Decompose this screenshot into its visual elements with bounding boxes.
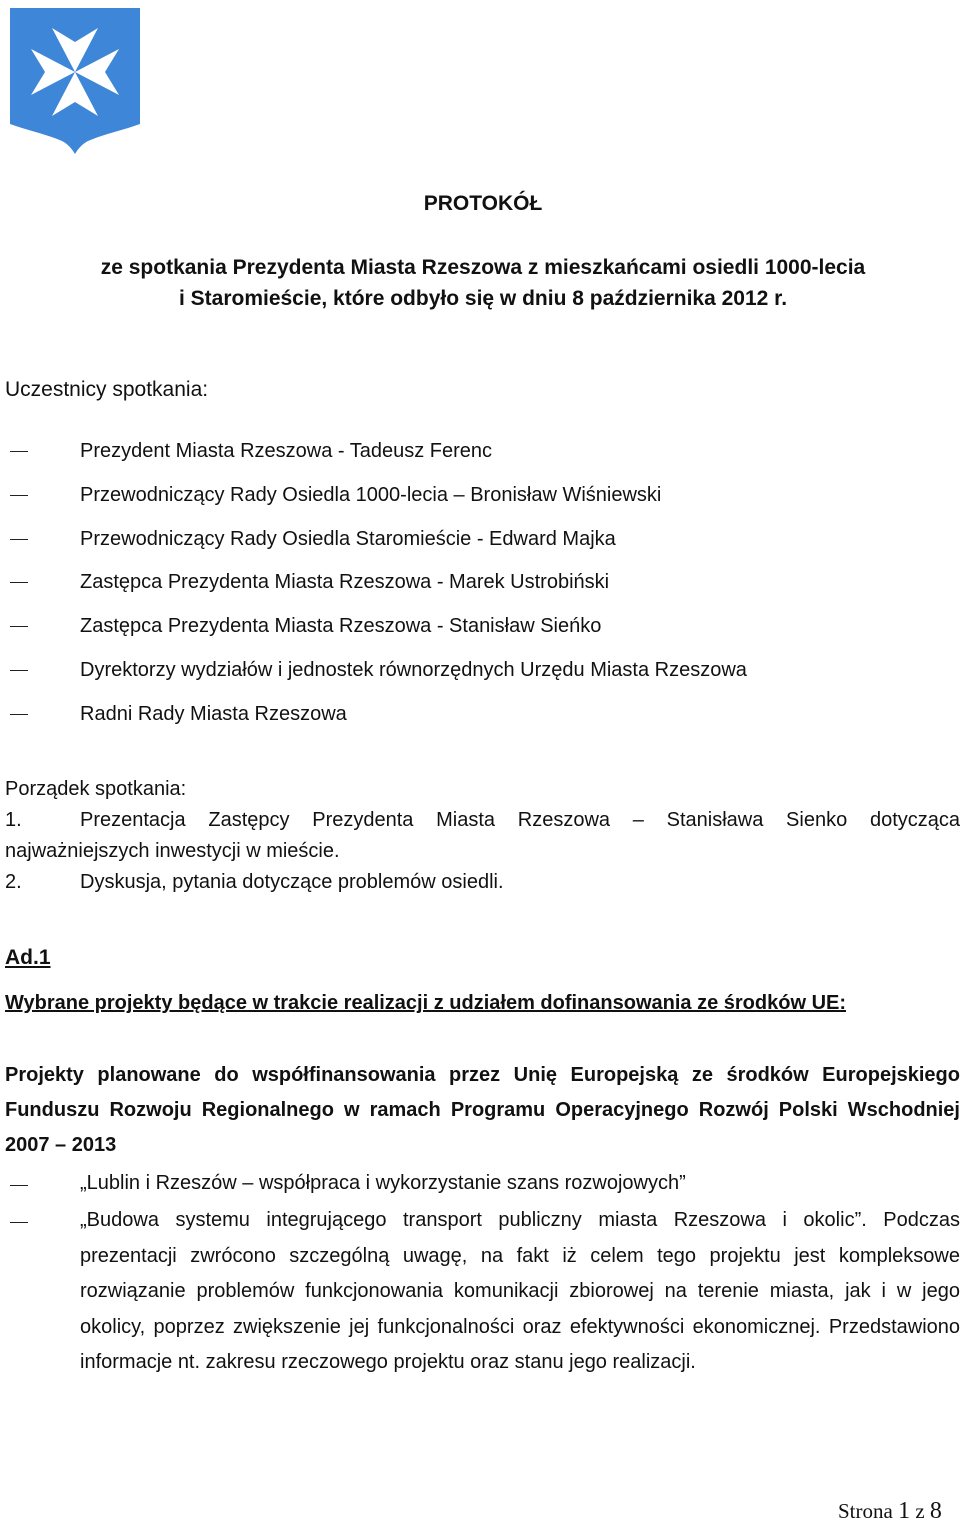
participant-name: Przewodniczący Rady Osiedla Staromieście - Edward Majka xyxy=(80,528,616,550)
ad1-label: Ad.1 xyxy=(5,946,51,969)
dash-bullet-icon xyxy=(10,670,28,671)
participant-name: Zastępca Prezydenta Miasta Rzeszowa - Marek Ustrobiński xyxy=(80,571,610,593)
page-number xyxy=(838,1498,942,1525)
agenda-item-1-line-1: Prezentacja Zastępcy Prezydenta Miasta Rzeszowa – Stanisława Sienko dotycząca xyxy=(80,809,960,831)
participant-name: Przewodniczący Rady Osiedla 1000-lecia – Bronisław Wiśniewski xyxy=(80,484,662,506)
subtitle-line-1: ze spotkania Prezydenta Miasta Rzeszowa z mieszkańcami osiedli 1000-lecia xyxy=(100,256,866,279)
dash-bullet-icon xyxy=(10,451,28,452)
agenda-item-2 xyxy=(5,867,960,898)
agenda-section xyxy=(5,774,960,898)
projects-heading: Projekty planowane do współfinansowania przez Unię Europejską ze środków Europejskiego Funduszu Rozwoju Regionalnego w ramach Programu Operacyjnego Rozwój Polski Wschodniej 2007 – 2013 xyxy=(5,1064,960,1156)
participant-name: Dyrektorzy wydziałów i jednostek równorzędnych Urzędu Miasta Rzeszowa xyxy=(80,659,747,681)
dash-bullet-icon xyxy=(10,495,28,496)
participant-name: Zastępca Prezydenta Miasta Rzeszowa - Stanisław Sieńko xyxy=(80,615,602,637)
dash-bullet-icon xyxy=(10,1185,28,1186)
subtitle-line-2: i Staromieście, które odbyło się w dniu 8 października 2012 r. xyxy=(178,287,788,310)
page-word: Strona xyxy=(838,1499,893,1523)
dash-bullet-icon xyxy=(10,1222,28,1223)
project-text: „Lublin i Rzeszów – współpraca i wykorzystanie szans rozwojowych” xyxy=(80,1172,686,1194)
document-title: PROTOKÓŁ xyxy=(423,192,543,215)
participant-name: Prezydent Miasta Rzeszowa - Tadeusz Ferenc xyxy=(80,440,493,462)
agenda-item-2-text: Dyskusja, pytania dotyczące problemów osiedli. xyxy=(80,871,504,893)
agenda-item-1-number: 1. xyxy=(5,809,22,831)
section-title: Wybrane projekty będące w trakcie realizacji z udziałem dofinansowania ze środków UE: xyxy=(5,992,847,1014)
agenda-item-1 xyxy=(5,805,960,836)
participant-name: Radni Rady Miasta Rzeszowa xyxy=(80,703,347,725)
dash-bullet-icon xyxy=(10,539,28,540)
agenda-item-1-line-2: najważniejszych inwestycji w mieście. xyxy=(5,840,340,862)
agenda-label: Porządek spotkania: xyxy=(5,778,187,800)
dash-bullet-icon xyxy=(10,626,28,627)
crest-svg xyxy=(8,6,142,156)
coat-of-arms-icon xyxy=(8,6,142,156)
participants-label: Uczestnicy spotkania: xyxy=(5,378,209,401)
document-subtitle xyxy=(0,252,960,314)
page-total: 8 xyxy=(929,1498,942,1524)
project-text: „Budowa systemu integrującego transport publiczny miasta Rzeszowa i okolic”. Podczas prezentacji zwrócono szczególną uwagę, na fakt iż celem tego projektu jest kompleksowe rozwiązanie problemów funkcjonowania komunikacji zbiorowej na terenie miasta, jak i w jego okolicy, poprzez zwiększenie jej funkcjonalności oraz efektywności ekonomicznej. Przedstawiono informacje nt. zakresu rzeczowego projektu oraz stanu jego realizacji. xyxy=(80,1209,960,1373)
page-current: 1 xyxy=(898,1498,911,1524)
agenda-item-2-number: 2. xyxy=(5,871,22,893)
page-separator: z xyxy=(915,1499,925,1523)
dash-bullet-icon xyxy=(10,714,28,715)
dash-bullet-icon xyxy=(10,582,28,583)
